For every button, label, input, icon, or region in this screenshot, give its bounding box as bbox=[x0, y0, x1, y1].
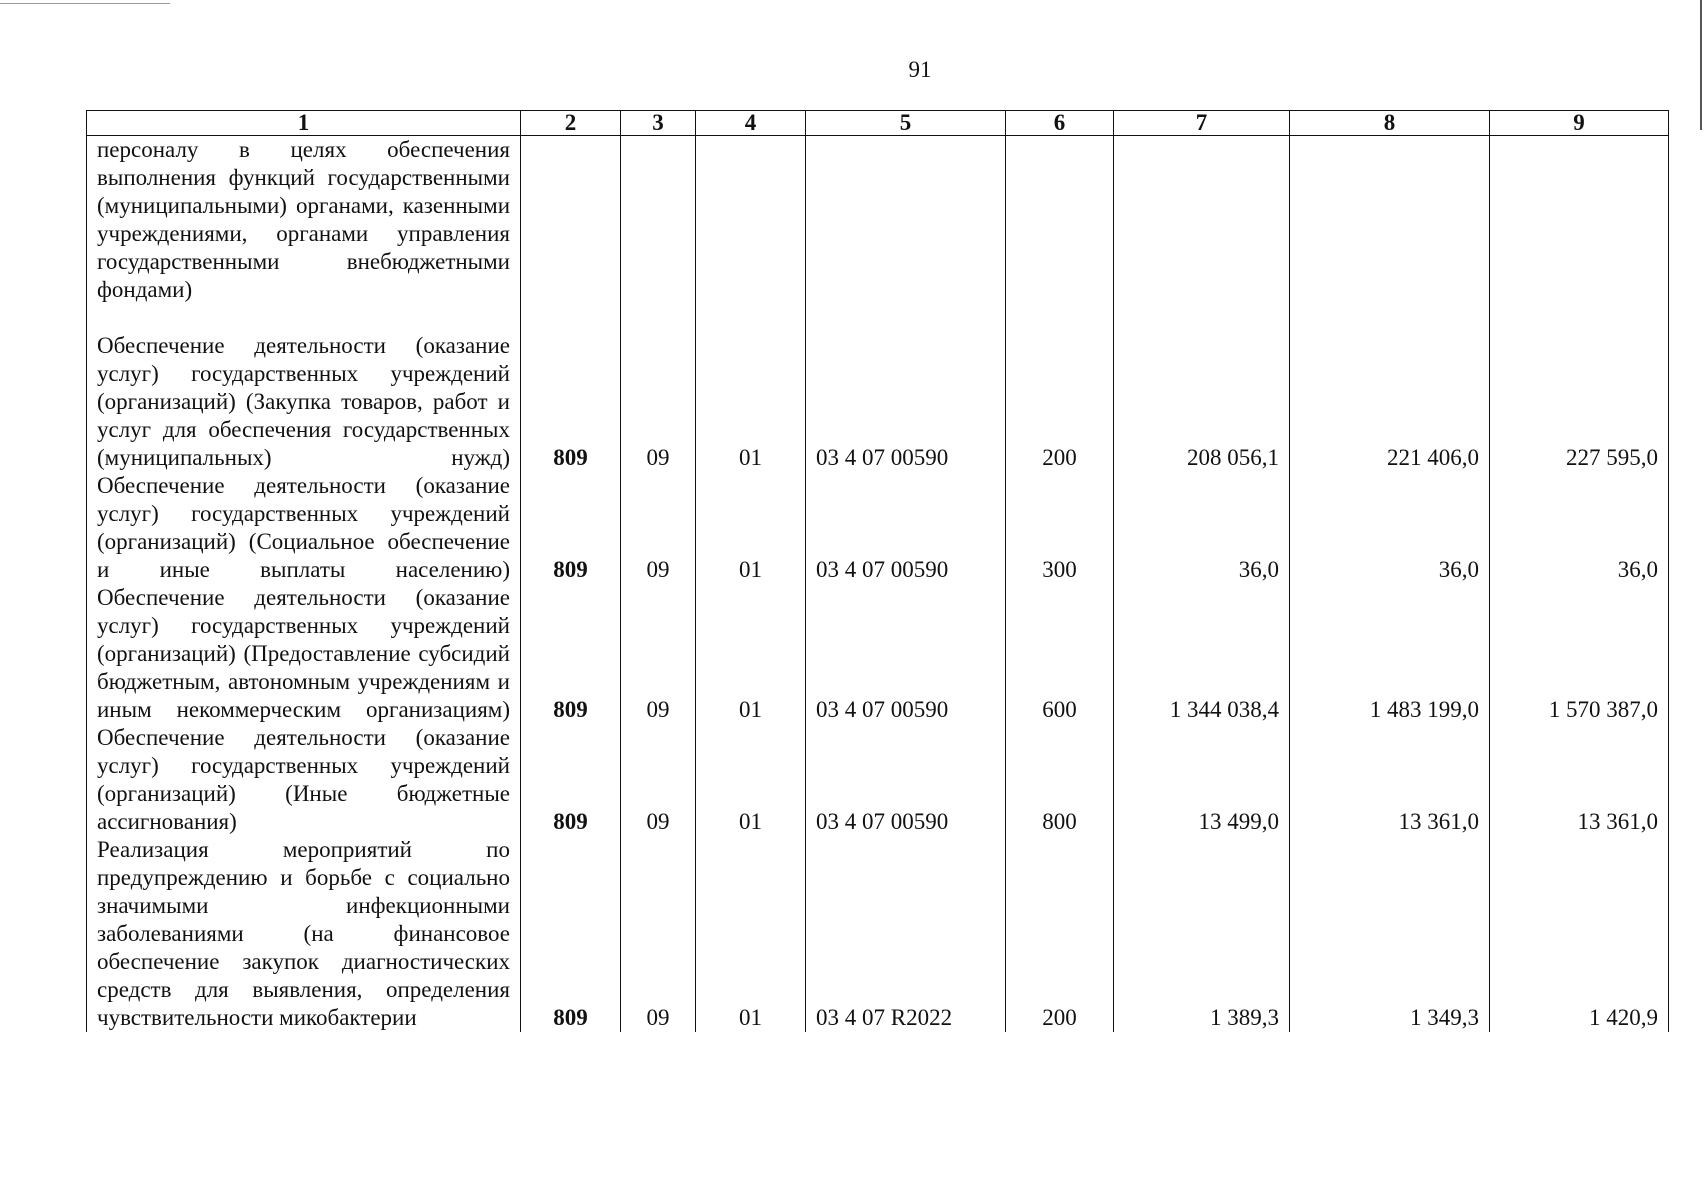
cell-expense-type: 200 bbox=[1006, 332, 1114, 472]
cell-amount-col7: 13 499,0 bbox=[1114, 724, 1290, 836]
cell-subsection: 01 bbox=[696, 724, 806, 836]
cell-amount-col8: 36,0 bbox=[1290, 472, 1490, 584]
cell-expense-type: 600 bbox=[1006, 584, 1114, 724]
cell-subsection: 01 bbox=[696, 836, 806, 1032]
column-header: 8 bbox=[1290, 111, 1490, 136]
cell-amount-col7: 1 389,3 bbox=[1114, 836, 1290, 1032]
cell-section: 09 bbox=[621, 332, 696, 472]
cell-subsection bbox=[696, 136, 806, 332]
cell-amount-col9: 1 420,9 bbox=[1490, 836, 1669, 1032]
cell-amount-col9 bbox=[1490, 136, 1669, 332]
page-number: 91 bbox=[908, 57, 932, 82]
column-header: 6 bbox=[1006, 111, 1114, 136]
cell-expense-type: 300 bbox=[1006, 472, 1114, 584]
column-header: 5 bbox=[806, 111, 1006, 136]
table-header-row bbox=[87, 111, 1669, 136]
cell-section: 09 bbox=[621, 724, 696, 836]
cell-subsection: 01 bbox=[696, 584, 806, 724]
column-header: 7 bbox=[1114, 111, 1290, 136]
cell-target-article: 03 4 07 00590 bbox=[806, 472, 1006, 584]
row-description: Обеспечение деятельности (оказание услуг) государственных учреждений (организаций) (Социальное обеспечение и иные выплаты населению) bbox=[87, 472, 521, 584]
column-header: 4 bbox=[696, 111, 806, 136]
cell-amount-col8: 1 483 199,0 bbox=[1290, 584, 1490, 724]
cell-target-article: 03 4 07 00590 bbox=[806, 724, 1006, 836]
cell-target-article: 03 4 07 R2022 bbox=[806, 836, 1006, 1032]
cell-target-article bbox=[806, 136, 1006, 332]
cell-expense-type: 200 bbox=[1006, 836, 1114, 1032]
cell-amount-col7 bbox=[1114, 136, 1290, 332]
cell-amount-col8: 1 349,3 bbox=[1290, 836, 1490, 1032]
cell-section bbox=[621, 136, 696, 332]
cell-target-article: 03 4 07 00590 bbox=[806, 332, 1006, 472]
cell-ministry-code bbox=[521, 136, 621, 332]
cell-amount-col7: 208 056,1 bbox=[1114, 332, 1290, 472]
cell-amount-col9: 227 595,0 bbox=[1490, 332, 1669, 472]
cell-section: 09 bbox=[621, 584, 696, 724]
cell-amount-col8: 221 406,0 bbox=[1290, 332, 1490, 472]
scan-edge-mark bbox=[0, 3, 170, 4]
column-header: 1 bbox=[87, 111, 521, 136]
table-row bbox=[87, 332, 1669, 472]
cell-target-article: 03 4 07 00590 bbox=[806, 584, 1006, 724]
cell-amount-col7: 1 344 038,4 bbox=[1114, 584, 1290, 724]
cell-amount-col9: 13 361,0 bbox=[1490, 724, 1669, 836]
cell-amount-col8 bbox=[1290, 136, 1490, 332]
cell-section: 09 bbox=[621, 836, 696, 1032]
cell-ministry-code: 809 bbox=[521, 332, 621, 472]
cell-ministry-code: 809 bbox=[521, 836, 621, 1032]
row-description: Обеспечение деятельности (оказание услуг) государственных учреждений (организаций) (Закупка товаров, работ и услуг для обеспечения государственных (муниципальных) нужд) bbox=[87, 332, 521, 472]
cell-amount-col8: 13 361,0 bbox=[1290, 724, 1490, 836]
cell-amount-col7: 36,0 bbox=[1114, 472, 1290, 584]
cell-ministry-code: 809 bbox=[521, 724, 621, 836]
cell-amount-col9: 36,0 bbox=[1490, 472, 1669, 584]
table-row bbox=[87, 836, 1669, 1032]
budget-table bbox=[86, 110, 1669, 1032]
row-description: Обеспечение деятельности (оказание услуг) государственных учреждений (организаций) (Предоставление субсидий бюджетным, автономным учреждениям и иным некоммерческим организациям) bbox=[87, 584, 521, 724]
cell-amount-col9: 1 570 387,0 bbox=[1490, 584, 1669, 724]
table-row bbox=[87, 136, 1669, 332]
column-header: 2 bbox=[521, 111, 621, 136]
row-description: Обеспечение деятельности (оказание услуг) государственных учреждений (организаций) (Иные бюджетные ассигнования) bbox=[87, 724, 521, 836]
cell-subsection: 01 bbox=[696, 332, 806, 472]
table-row bbox=[87, 724, 1669, 836]
cell-expense-type: 800 bbox=[1006, 724, 1114, 836]
table-row bbox=[87, 472, 1669, 584]
row-description: персоналу в целях обеспечения выполнения функций государственными (муниципальными) органами, казенными учреждениями, органами управления государственными внебюджетными фондами) bbox=[87, 136, 521, 332]
cell-section: 09 bbox=[621, 472, 696, 584]
row-description: Реализация мероприятий по предупреждению и борьбе с социально значимыми инфекционными заболеваниями (на финансовое обеспечение закупок диагностических средств для выявления, определения чувствительности микобактерии bbox=[87, 836, 521, 1032]
cell-ministry-code: 809 bbox=[521, 472, 621, 584]
cell-subsection: 01 bbox=[696, 472, 806, 584]
column-header: 3 bbox=[621, 111, 696, 136]
cell-ministry-code: 809 bbox=[521, 584, 621, 724]
column-header: 9 bbox=[1490, 111, 1669, 136]
table-row bbox=[87, 584, 1669, 724]
cell-expense-type bbox=[1006, 136, 1114, 332]
